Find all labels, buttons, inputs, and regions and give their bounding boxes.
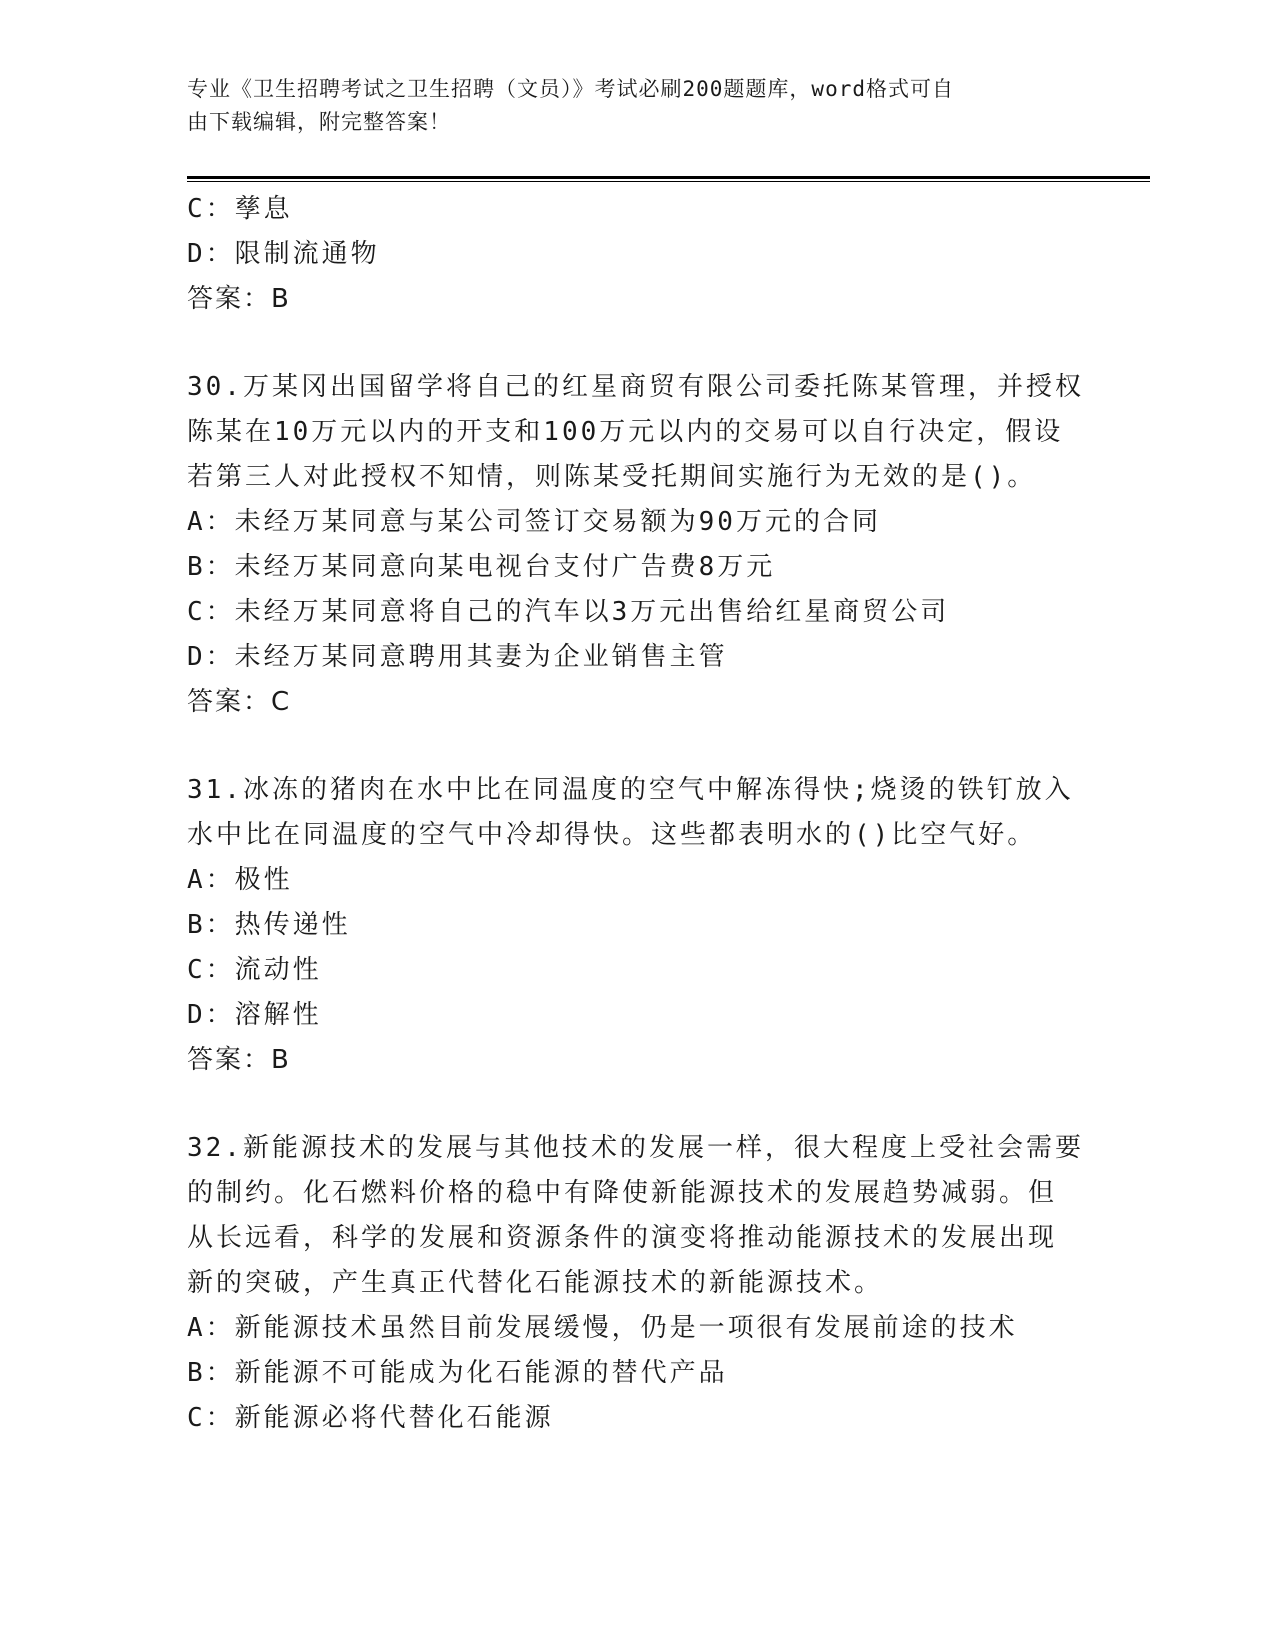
option-c: C：流动性 [187, 955, 322, 985]
prev-option-d: D：限制流通物 [187, 239, 380, 269]
answer: 答案：C [187, 687, 292, 717]
question-stem-line: 从长远看，科学的发展和资源条件的演变将推动能源技术的发展出现 [187, 1223, 1058, 1253]
question-stem-line: 的制约。化石燃料价格的稳中有降使新能源技术的发展趋势减弱。但 [187, 1178, 1058, 1208]
header-line-2: 由下载编辑，附完整答案！ [187, 110, 451, 134]
question-30 [187, 365, 1087, 725]
question-31 [187, 768, 1087, 1083]
question-stem-line: 若第三人对此授权不知情，则陈某受托期间实施行为无效的是()。 [187, 462, 1037, 492]
option-c: C：新能源必将代替化石能源 [187, 1403, 554, 1433]
option-b: B：新能源不可能成为化石能源的替代产品 [187, 1358, 728, 1388]
header-line-1: 专业《卫生招聘考试之卫生招聘（文员）》考试必刷200题题库，word格式可自 [187, 77, 954, 101]
question-list [187, 187, 1087, 1441]
question-stem-line: 32.新能源技术的发展与其他技术的发展一样，很大程度上受社会需要 [187, 1133, 1084, 1163]
option-a: A：未经万某同意与某公司签订交易额为90万元的合同 [187, 507, 881, 537]
question-stem-line: 陈某在10万元以内的开支和100万元以内的交易可以自行决定，假设 [187, 417, 1064, 447]
option-b: B：热传递性 [187, 910, 351, 940]
option-a: A：新能源技术虽然目前发展缓慢，仍是一项很有发展前途的技术 [187, 1313, 1018, 1343]
prev-answer: 答案：B [187, 284, 291, 314]
option-d: D：溶解性 [187, 1000, 322, 1030]
option-b: B：未经万某同意向某电视台支付广告费8万元 [187, 552, 776, 582]
prev-option-c: C：孳息 [187, 194, 293, 224]
header-divider [187, 176, 1150, 179]
option-a: A：极性 [187, 865, 293, 895]
option-c: C：未经万某同意将自己的汽车以3万元出售给红星商贸公司 [187, 597, 950, 627]
page-header [187, 73, 1067, 139]
option-d: D：未经万某同意聘用其妻为企业销售主管 [187, 642, 728, 672]
question-stem-line: 30.万某冈出国留学将自己的红星商贸有限公司委托陈某管理，并授权 [187, 372, 1084, 402]
question-stem-line: 水中比在同温度的空气中冷却得快。这些都表明水的()比空气好。 [187, 820, 1037, 850]
header-divider-thin [187, 181, 1150, 182]
answer: 答案：B [187, 1045, 291, 1075]
question-stem-line: 31.冰冻的猪肉在水中比在同温度的空气中解冻得快;烧烫的铁钉放入 [187, 775, 1074, 805]
question-32 [187, 1126, 1087, 1441]
question-stem-line: 新的突破，产生真正代替化石能源技术的新能源技术。 [187, 1268, 884, 1298]
